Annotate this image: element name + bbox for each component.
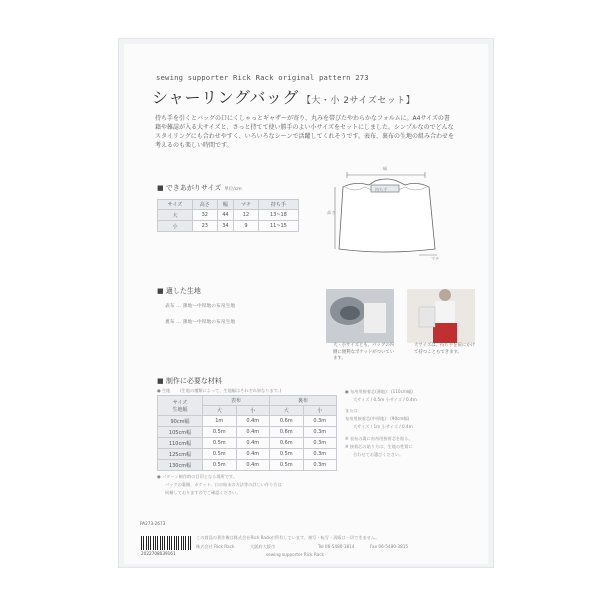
table-cell: 大 (158, 210, 193, 221)
photo-caption-pocket: 大・小サイズとも、バッグの内側に便利なポケットがついています。 (333, 343, 395, 361)
table-cell: 0.4m (236, 416, 270, 427)
bag-interior-photo (326, 289, 394, 343)
barcode-number: 2022708039161 (141, 551, 176, 556)
materials-fabric-label: ● 生地 (157, 388, 171, 393)
sub-col-header: 小 (303, 406, 337, 416)
page-title (152, 85, 415, 108)
model-photo (407, 289, 475, 343)
bag-diagram (325, 163, 455, 263)
diagram-height-label: 高さ (327, 210, 336, 215)
table-row (158, 427, 337, 438)
table-cell: 0.4m (236, 427, 270, 438)
table-cell: 0.5m (203, 438, 237, 449)
table-cell: 125cm幅 (158, 449, 203, 460)
company-name: 株式会社 Rick Rack (196, 544, 235, 549)
table-cell: 0.5m (203, 460, 237, 471)
table-cell: 小 (158, 221, 193, 232)
finished-size-unit: 単位/cm (224, 187, 242, 192)
fabric-outer: 表布 … 薄地～中厚地の布帛生地 (165, 304, 236, 309)
materials-corner (158, 396, 203, 416)
table-cell: 90cm幅 (158, 416, 203, 427)
interfacing-note-2: 大サイズ / 0.5m 小サイズ / 0.4m (353, 397, 417, 402)
interfacing-note-3: または (345, 408, 358, 413)
company-address: 大阪府大阪市 (250, 544, 276, 549)
fabric-lining: 裏布 … 薄地～中厚地の布帛生地 (165, 320, 236, 325)
table-cell: 0.5m (203, 427, 237, 438)
pattern-note: ● パターン制作時の目印となる場所です。 (157, 474, 237, 479)
table-cell: 32 (192, 210, 217, 221)
size-col-header: 幅 (217, 200, 234, 210)
finished-size-table (157, 199, 299, 232)
title-subtitle: 【大・小 2サイズセット】 (301, 96, 416, 106)
table-cell: 110cm幅 (158, 438, 203, 449)
table-cell: 34 (217, 221, 234, 232)
corner-bottom: 生地幅 (172, 406, 188, 413)
company-fax: Fax 06-5480-3815 (370, 544, 409, 549)
group-lining: 裏布 (270, 396, 337, 406)
fabric-heading: ■ 適した生地 (157, 287, 201, 295)
table-cell: 0.4m (236, 449, 270, 460)
table-cell: 105cm幅 (158, 427, 203, 438)
table-cell: 0.3m (303, 460, 337, 471)
table-cell: 0.6m (270, 438, 304, 449)
table-cell: 0.6m (270, 427, 304, 438)
company-tel: Tel 06-5480-3814 (318, 544, 355, 549)
table-cell: 0.5m (270, 460, 304, 471)
brand-tagline: sewing supporter Rick Rack original pattern 273 (156, 73, 369, 82)
table-row (158, 460, 337, 471)
interfacing-note-4: 布帛用接着芯(中厚地)：(90cm幅) (345, 416, 410, 421)
usage-note-2: 同梱しておりますのでご確認ください。 (165, 490, 241, 495)
size-col-header: 持ち手 (258, 200, 298, 210)
materials-heading: ■ 制作に必要な材料 (157, 377, 222, 385)
sub-col-header: 小 (236, 406, 270, 416)
size-col-header: サイズ (158, 200, 193, 210)
table-cell: 44 (217, 210, 234, 221)
interfacing-note-1: ● 布帛用接着芯(薄地)：(110cm幅) (345, 389, 413, 394)
diagram-width-label: 幅 (383, 166, 388, 171)
finished-size-heading (157, 183, 242, 193)
finished-size-title: ■ できあがりサイズ (157, 184, 222, 192)
table-cell: 0.3m (303, 449, 337, 460)
usage-note-1: バッグの裏側、ポケット、口の始末の方法等の詳しい作り方は (165, 482, 282, 487)
table-cell: 0.4m (236, 438, 270, 449)
table-row (158, 449, 337, 460)
copyright-text: この商品の著作権は株式会社Rick Rackが所有しています。複写・転写・再販は一切できません。 (196, 535, 380, 540)
materials-note: (生地の種類によって、生地幅はそれぞれ異なります。) (180, 388, 282, 393)
table-cell: 0.5m (203, 449, 237, 460)
corner-top: サイズ (172, 399, 188, 406)
table-cell: 12 (234, 210, 259, 221)
barcode (141, 536, 191, 550)
table-cell: 0.6m (270, 416, 304, 427)
title-text: シャーリングバッグ (152, 88, 299, 107)
table-row (158, 438, 337, 449)
table-cell: 13~18 (258, 210, 298, 221)
interfacing-note-8: 合わせてお選びください。 (353, 452, 404, 457)
size-col-header: 高さ (192, 200, 217, 210)
size-col-header: マチ (234, 200, 259, 210)
table-cell: 23 (192, 221, 217, 232)
table-cell: 0.5m (270, 449, 304, 460)
sub-col-header: 大 (203, 406, 237, 416)
table-cell: 0.3m (303, 438, 337, 449)
interfacing-note-5: 大サイズ / 1m 小サイズ / 0.4m (353, 424, 413, 429)
interfacing-note-7: ※ 接着芯の貼り方は、生地の性質に (345, 444, 413, 449)
bag-interior-image (326, 289, 394, 343)
table-cell: 11~15 (258, 221, 298, 232)
table-cell: 130cm幅 (158, 460, 203, 471)
table-cell: 0.4m (236, 460, 270, 471)
group-outer: 表布 (203, 396, 270, 406)
footer-brand: sewing supporter Rick Rack (266, 552, 324, 557)
diagram-gusset-label: マチ (431, 256, 440, 261)
table-cell: 1m (203, 416, 237, 427)
table-row (158, 416, 337, 427)
table-cell: 0.3m (303, 427, 337, 438)
photo-caption-shoulder: 大サイズは、持ち手を肩にかけて持つこともできます。 (414, 343, 476, 355)
diagram-handle-label: 持ち手 (375, 187, 388, 192)
materials-table (157, 395, 337, 471)
intro-text: 持ち手を引くとバッグの口にくしゃっとギャザーが寄り、丸みを帯びたやわらかなフォルムに。A4サイズの書籍や雑誌が入る大サイズと、さっと持てて使い勝手のよい小サイズをセットにしました。シンプルなのでどんなスタイリングにも合わせやすく、いろいろなシーンで活躍してくれそうです。表布、裏布の生地の組み合わせを考えるのも楽しい時間です。 (155, 115, 455, 149)
sub-col-header: 大 (270, 406, 304, 416)
interfacing-note-6: ※ 表布の裏に布帛用接着芯を貼る。 (345, 436, 413, 441)
table-cell: 9 (234, 221, 259, 232)
table-row (158, 221, 299, 232)
product-code: PA273-2673 (140, 521, 166, 526)
table-cell: 0.3m (303, 416, 337, 427)
model-image (407, 289, 475, 343)
table-row (158, 210, 299, 221)
